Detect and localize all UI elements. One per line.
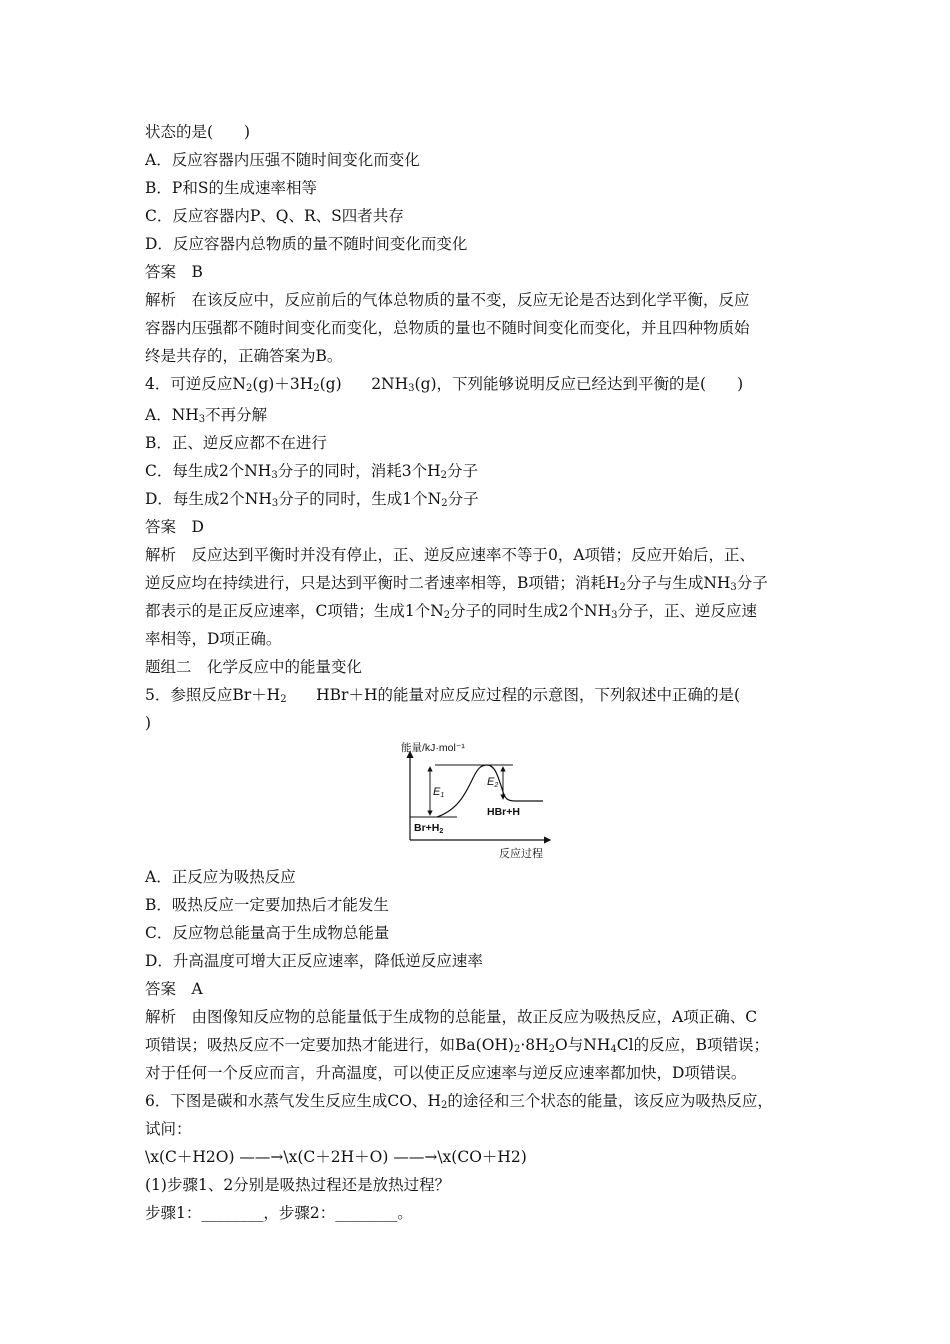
q3-option-d: D．反应容器内总物质的量不随时间变化而变化: [145, 235, 468, 253]
question-4-stem: 4．可逆反应$N_2(g)+3H_2(g)$ $2NH_3(g)$，下列能够说明反应已经达到平衡的是( ): [145, 375, 744, 394]
question-3-stem-end: 状态的是( ): [145, 123, 251, 141]
q3-analysis-line-1: 解析 在该反应中，反应前后的气体总物质的量不变，反应无论是否达到化学平衡，反应: [145, 291, 750, 309]
q5-analysis-line-1: 解析 由图像知反应物的总能量低于生成物的总能量，故正反应为吸热反应，A项正确、C: [145, 1008, 758, 1026]
e2-label: E2: [487, 776, 499, 789]
q6-subquestion-1: (1)步骤1、2分别是吸热过程还是放热过程？: [145, 1176, 451, 1194]
q5-analysis-line-2: 项错误；吸热反应不一定要加热才能进行，如$Ba(OH)_2\cdot 8H_2O$与$NH_4Cl$的反应，B项错误；: [145, 1036, 769, 1055]
q4-analysis-line-2: 逆反应均在持续进行，只是达到平衡时二者速率相等，B项错；消耗$H_2$分子与生成$NH_3$分子: [145, 574, 768, 593]
reactant-label: Br+H2: [414, 822, 444, 835]
question-6-stem-end: 试问：: [145, 1120, 192, 1138]
y-axis-label: 能量/kJ·mol⁻¹: [401, 742, 465, 754]
q4-option-b: B．正、逆反应都不在进行: [145, 434, 327, 452]
q3-analysis-line-3: 终是共存的，正确答案为B。: [145, 347, 343, 365]
q3-answer: 答案 B: [145, 263, 203, 281]
q5-option-c: C．反应物总能量高于生成物总能量: [145, 924, 390, 942]
e1-label: E1: [433, 786, 445, 799]
q4-option-d: D．每生成2个$NH_3$分子的同时，生成1个$N_2$分子: [145, 490, 479, 509]
q3-option-b: B．P和S的生成速率相等: [145, 179, 317, 197]
q3-option-c: C．反应容器内P、Q、R、S四者共存: [145, 207, 404, 225]
q3-analysis-line-2: 容器内压强都不随时间变化而变化，总物质的量也不随时间变化而变化，并且四种物质始: [145, 319, 750, 337]
q6-answer-blanks: 步骤1：________，步骤2：________。: [145, 1204, 413, 1222]
q5-option-a: A．正反应为吸热反应: [145, 868, 296, 886]
q5-analysis-line-3: 对于任何一个反应而言，升高温度，可以使正反应速率与逆反应速率都加快，D项错误。: [145, 1064, 747, 1082]
q4-option-c: C．每生成2个$NH_3$分子的同时，消耗3个$H_2$分子: [145, 462, 478, 481]
question-6-stem: 6．下图是碳和水蒸气发生反应生成CO、$H_2$的途径和三个状态的能量，该反应为吸热反应，: [145, 1092, 773, 1111]
q4-answer: 答案 D: [145, 518, 204, 536]
product-label: HBr+H: [487, 806, 520, 818]
q4-analysis-line-3: 都表示的是正反应速率，C项错；生成1个$N_2$分子的同时生成2个$NH_3$分子，正、逆反应速: [145, 602, 758, 621]
q6-pathway: \x(C＋H2O) ——→\x(C＋2H＋O) ——→\x(CO＋H2): [145, 1148, 527, 1166]
section-heading: 题组二 化学反应中的能量变化: [145, 658, 363, 676]
q4-option-a: A．$NH_3$不再分解: [145, 406, 268, 425]
x-axis-label: 反应过程: [499, 848, 543, 860]
q3-option-a: A．反应容器内压强不随时间变化而变化: [145, 151, 420, 169]
q4-analysis-line-4: 率相等，D项正确。: [145, 630, 282, 648]
q4-analysis-line-1: 解析 反应达到平衡时并没有停止，正、逆反应速率不等于0，A项错；反应开始后，正、: [145, 546, 756, 564]
energy-profile-diagram: [395, 740, 565, 865]
q5-option-b: B．吸热反应一定要加热后才能发生: [145, 896, 389, 914]
q5-option-d: D．升高温度可增大正反应速率，降低逆反应速率: [145, 952, 483, 970]
question-5-stem: 5．参照反应$Br+H_2$ HBr＋H的能量对应反应过程的示意图，下列叙述中正确的是(: [145, 686, 741, 705]
question-5-stem-end: ): [145, 714, 152, 732]
q5-answer: 答案 A: [145, 980, 203, 998]
